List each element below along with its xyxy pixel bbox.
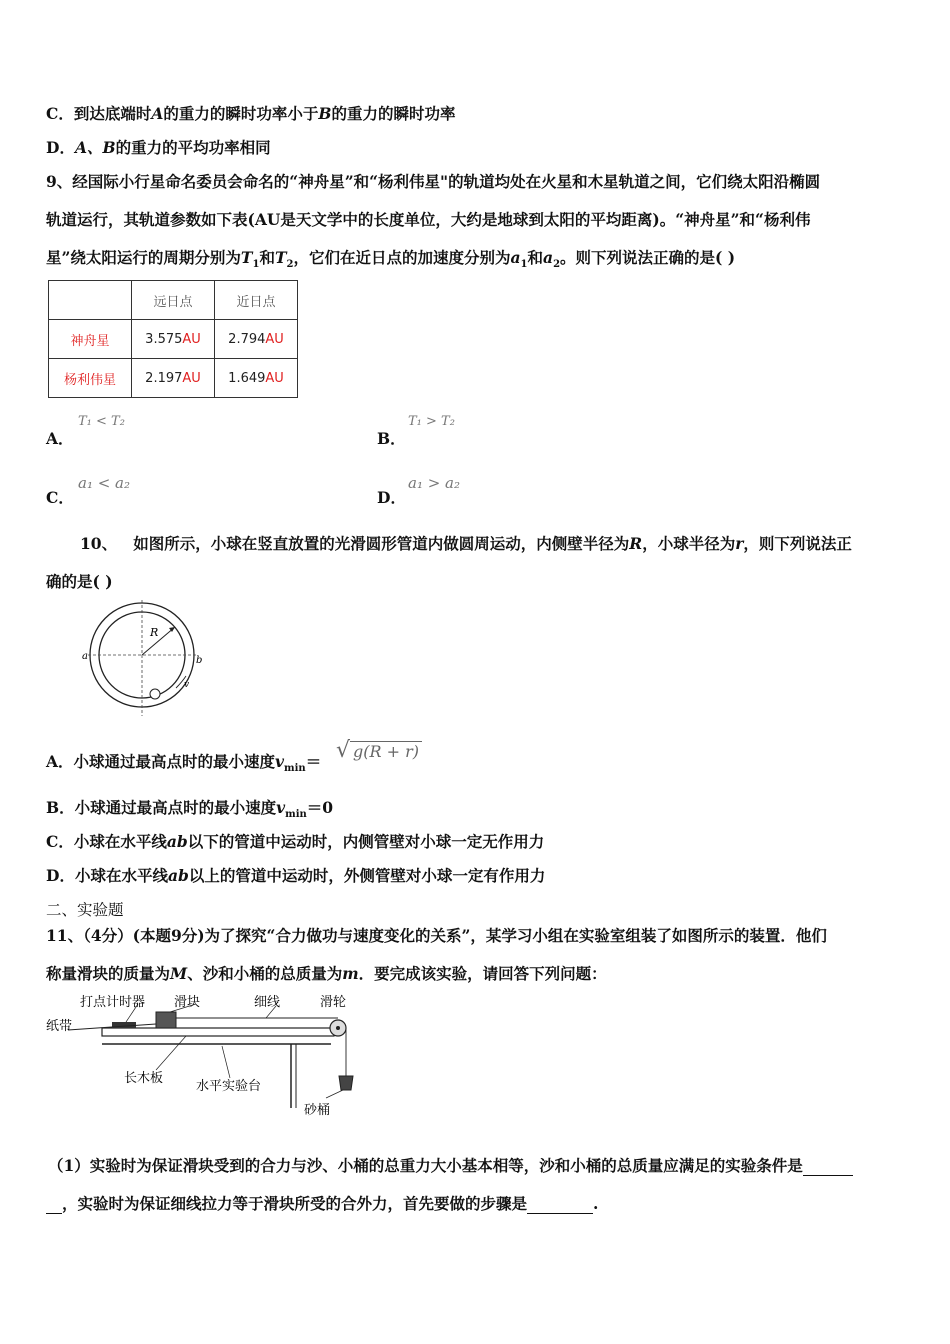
radius-line: [142, 627, 175, 655]
near-unit: AU: [265, 370, 284, 386]
fig-label-r: R: [150, 626, 159, 639]
q8-option-d-vars: A、B: [74, 138, 116, 157]
q11-var-m-big: M: [170, 964, 188, 983]
q8-option-c-var-a: A: [151, 104, 164, 123]
q10-option-d-ab: ab: [167, 866, 189, 885]
q10-option-a: [46, 750, 321, 774]
q11-part1-text-1: （1）实验时为保证滑块受到的合力与沙、小桶的总重力大小基本相等，沙和小桶的总质量应满足的实验条件是: [48, 1156, 803, 1175]
table-row: [49, 359, 298, 398]
q8-option-c-end: 的重力的瞬时功率: [331, 104, 456, 123]
q10-line-2: 确的是( ): [46, 572, 113, 591]
q9-and-2: 和: [527, 248, 544, 267]
orbit-table-far: [132, 320, 215, 359]
q11-line-2-text-b: 、沙和小桶的总质量为: [187, 964, 343, 983]
answer-blank-2[interactable]: [527, 1194, 593, 1214]
label-table: 水平实验台: [196, 1078, 262, 1093]
q10-option-b-sub: min: [285, 809, 307, 821]
q9-var-t2-sub: 2: [286, 259, 294, 271]
near-value: 1.649: [228, 370, 266, 386]
label-bucket: 砂桶: [304, 1102, 331, 1117]
label-board: 长木板: [124, 1070, 164, 1085]
orbit-table: [48, 280, 298, 398]
pulley-axle: [336, 1026, 340, 1030]
long-board: [102, 1028, 334, 1036]
q10-number: 10、: [80, 534, 118, 553]
pointer-bucket: [326, 1090, 343, 1098]
q10-option-a-v: v: [275, 752, 285, 771]
q11-line-1: 11、（4分）(本题9分)为了探究“合力做功与速度变化的关系”，某学习小组在实验室组装了如图所示的装置．他们: [46, 926, 827, 945]
q10-option-a-text: A．小球通过最高点时的最小速度: [46, 752, 276, 771]
label-slider: 滑块: [174, 994, 201, 1009]
label-tape: 纸带: [46, 1018, 73, 1033]
q9-var-t1-sub: 1: [252, 259, 260, 271]
sqrt-icon: √: [336, 738, 351, 763]
q10-option-d: [46, 864, 545, 886]
sqrt-content: g(R + r): [350, 741, 422, 761]
q8-option-c-var-b: B: [318, 104, 332, 123]
far-unit: AU: [182, 331, 201, 347]
q10-option-d-text-a: D．小球在水平线: [46, 866, 168, 885]
q10-option-b-text: B．小球通过最高点时的最小速度: [46, 798, 277, 817]
ball: [150, 689, 160, 699]
far-unit: AU: [182, 370, 201, 386]
q9-var-a2-sub: 2: [553, 259, 561, 271]
pointer-table: [222, 1046, 230, 1078]
orbit-table-corner: [49, 281, 132, 320]
table-row: [49, 320, 298, 359]
q9-line-3-text-c: 。则下列说法正确的是( ): [560, 248, 736, 267]
label-string: 细线: [254, 994, 281, 1009]
orbit-table-header-far: 远日点: [132, 281, 215, 320]
fig-label-a: a: [82, 651, 88, 662]
q9-option-c-label: C．: [46, 488, 74, 507]
q10-line-1-text-b: ，小球半径为: [642, 534, 736, 553]
q9-option-b-label: B．: [377, 429, 406, 448]
q10-option-d-text-b: 以上的管道中运动时，外侧管壁对小球一定有作用力: [188, 866, 546, 885]
orbit-table-name: 神舟星: [49, 320, 132, 359]
circular-tube-figure: [80, 600, 210, 720]
q9-option-d-label: D．: [377, 488, 406, 507]
fig-label-v: v: [184, 680, 190, 690]
q9-option-c-formula: a₁ < a₂: [78, 474, 131, 492]
q11-part1-end: .: [593, 1194, 599, 1213]
orbit-table-header: [49, 281, 298, 320]
q8-option-d: [46, 136, 271, 158]
q10-option-c-ab: ab: [166, 832, 188, 851]
q9-line-3-text-a: 星”绕太阳运行的周期分别为: [46, 248, 241, 267]
q9-var-t2: T: [274, 248, 287, 267]
q9-var-a1: a: [510, 248, 521, 267]
q11-part1-text-2: ，实验时为保证细线拉力等于滑块所受的合外力，首先要做的步骤是: [62, 1194, 528, 1213]
q10-line-1-text-c: ，则下列说法正: [743, 534, 852, 553]
q10-option-a-formula: [336, 738, 422, 763]
q8-option-c-mid: 的重力的瞬时功率小于: [163, 104, 319, 123]
q10-option-a-sub: min: [284, 763, 306, 775]
sand-bucket: [339, 1076, 353, 1090]
q10-line-1-text-a: 如图所示，小球在竖直放置的光滑圆形管道内做圆周运动，内侧壁半径为: [133, 534, 630, 553]
q8-option-c: [46, 102, 456, 124]
q9-option-b-formula: T₁ > T₂: [408, 414, 455, 429]
far-value: 2.197: [145, 370, 183, 386]
q11-line-2: [46, 962, 607, 984]
near-value: 2.794: [228, 331, 266, 347]
q11-line-2-text-a: 称量滑块的质量为: [46, 964, 171, 983]
fig-label-b: b: [196, 655, 203, 666]
q10-option-c-text-b: 以下的管道中运动时，内侧管壁对小球一定无作用力: [187, 832, 545, 851]
orbit-table-near: [215, 320, 298, 359]
q10-option-c-text-a: C．小球在水平线: [46, 832, 167, 851]
q10-option-c: [46, 830, 544, 852]
q10-option-b-v: v: [276, 798, 286, 817]
q9-option-d-formula: a₁ > a₂: [408, 474, 461, 492]
q9-and-1: 和: [259, 248, 275, 267]
q9-var-t1: T: [240, 248, 253, 267]
q8-option-d-text: 的重力的平均功率相同: [115, 138, 271, 157]
q9-line-1: 9、经国际小行星命名委员会命名的“神舟星”和“杨利伟星"的轨道均处在火星和木星轨道之间，它们绕太阳沿椭圆: [46, 172, 821, 191]
q9-var-a2: a: [543, 248, 554, 267]
q9-line-2: 轨道运行，其轨道参数如下表(AU是天文学中的长度单位，大约是地球到太阳的平均距离)。“神舟星”和“杨利伟: [46, 210, 811, 229]
q10-line-1: [80, 532, 852, 554]
pointer-board: [156, 1036, 186, 1070]
q10-var-r-small: r: [735, 534, 744, 553]
q8-option-d-label: D．: [46, 138, 75, 157]
q11-part1-line-2: [46, 1192, 598, 1214]
far-value: 3.575: [145, 331, 183, 347]
q9-line-3: [46, 246, 735, 270]
near-unit: AU: [265, 331, 284, 347]
q11-line-2-text-c: ．要完成该实验，请回答下列问题：: [358, 964, 607, 983]
section-title: 二、实验题: [46, 901, 124, 919]
label-timer: 打点计时器: [80, 994, 146, 1009]
experiment-apparatus-figure: [46, 990, 376, 1120]
q9-option-a-formula: T₁ < T₂: [78, 414, 125, 429]
orbit-table-far: [132, 359, 215, 398]
label-pulley: 滑轮: [320, 994, 347, 1009]
q10-option-b: [46, 796, 333, 820]
q11-part1-line-1: [48, 1154, 853, 1176]
q9-line-3-text-b: ，它们在近日点的加速度分别为: [293, 248, 511, 267]
orbit-table-name: 杨利伟星: [49, 359, 132, 398]
orbit-table-header-near: 近日点: [215, 281, 298, 320]
q11-var-m-small: m: [342, 964, 359, 983]
answer-blank-1[interactable]: [803, 1156, 853, 1176]
orbit-table-near: [215, 359, 298, 398]
answer-blank-1-cont[interactable]: [46, 1194, 62, 1214]
slider-block: [156, 1012, 176, 1028]
q8-option-c-text: C．到达底端时: [46, 104, 152, 123]
q10-option-a-eq: ＝: [305, 752, 322, 771]
q9-var-a1-sub: 1: [520, 259, 528, 271]
q10-option-b-eq: ＝0: [306, 798, 334, 817]
q9-option-a-label: A．: [46, 429, 74, 448]
q10-var-r-big: R: [629, 534, 643, 553]
